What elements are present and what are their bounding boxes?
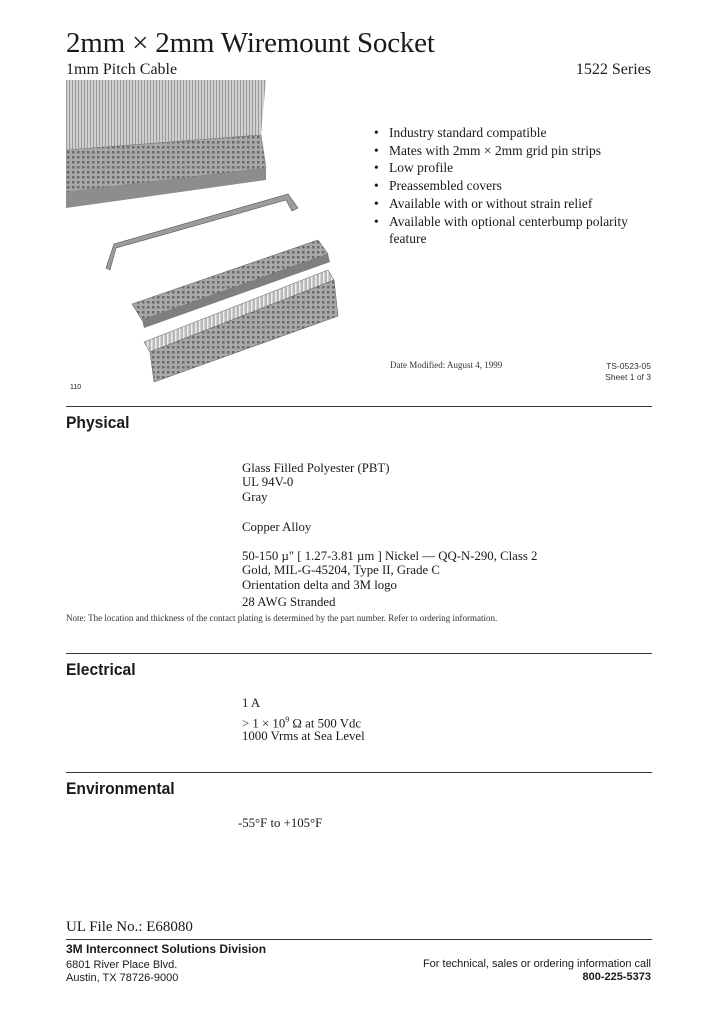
spec-value: -55°F to +105°F [238,816,323,830]
environmental-heading: Environmental [66,779,175,798]
list-item: • Industry standard compatible [372,124,657,142]
list-item: • Available with or without strain relief [372,195,657,213]
product-photo [66,80,356,385]
spec-value [242,713,361,731]
phone-number: 800-225-5373 [582,971,651,983]
feature-list [372,124,657,248]
ul-file-number: UL File No.: E68080 [66,919,193,935]
list-item: • Preassembled covers [372,177,657,195]
section-divider [66,772,652,773]
series-label: 1522 Series [575,61,651,78]
page-title: 2mm × 2mm Wiremount Socket [66,27,435,59]
spec-value: 1 A [242,696,261,710]
address-line: Austin, TX 78726-9000 [66,972,179,984]
spec-value: 28 AWG Stranded [242,595,336,609]
insulation-value-base: > 1 × 10 [242,715,286,730]
plating-note: Note: The location and thickness of the contact plating is determined by the part number. Refer to ordering information. [66,613,498,623]
contact-text: For technical, sales or ordering information call [422,958,651,970]
contact-info [423,958,651,984]
figure-number: 110 [70,384,82,391]
spec-value: 1000 Vrms at Sea Level [242,729,365,743]
physical-specs [0,446,720,616]
insulation-value-unit: Ω at 500 Vdc [289,715,362,730]
address-line: 6801 River Place Blvd. [66,959,178,971]
electrical-specs [0,696,720,746]
date-modified: Date Modified: August 4, 1999 [390,360,503,370]
spec-value: Glass Filled Polyester (PBT) [242,460,390,475]
document-number: TS-0523-05 [606,361,651,371]
insulation-exponent: 9 [285,714,290,724]
spec-value: Gray [242,489,268,504]
section-divider [66,406,652,407]
list-item: • Mates with 2mm × 2mm grid pin strips [372,142,657,160]
sheet-number: Sheet 1 of 3 [605,372,651,382]
spec-value: Gold, MIL-G-45204, Type II, Grade C [242,563,440,578]
spec-value: 50-150 µ" [ 1.27-3.81 µm ] Nickel — QQ-N-290, Class 2 [242,548,538,563]
list-item: • Available with optional centerbump polarity feature [372,213,657,248]
footer-divider [66,939,652,940]
company-address [66,959,178,985]
environmental-specs [0,816,720,836]
section-divider [66,653,652,654]
spec-value: UL 94V-0 [242,475,294,490]
spec-value: Copper Alloy [242,519,312,534]
list-item: • Low profile [372,159,657,177]
electrical-heading: Electrical [66,660,136,679]
page-subtitle: 1mm Pitch Cable [66,61,178,78]
spec-value: Orientation delta and 3M logo [242,578,397,593]
physical-heading: Physical [66,413,130,432]
document-info [605,361,651,383]
company-division: 3M Interconnect Solutions Division [66,942,267,956]
